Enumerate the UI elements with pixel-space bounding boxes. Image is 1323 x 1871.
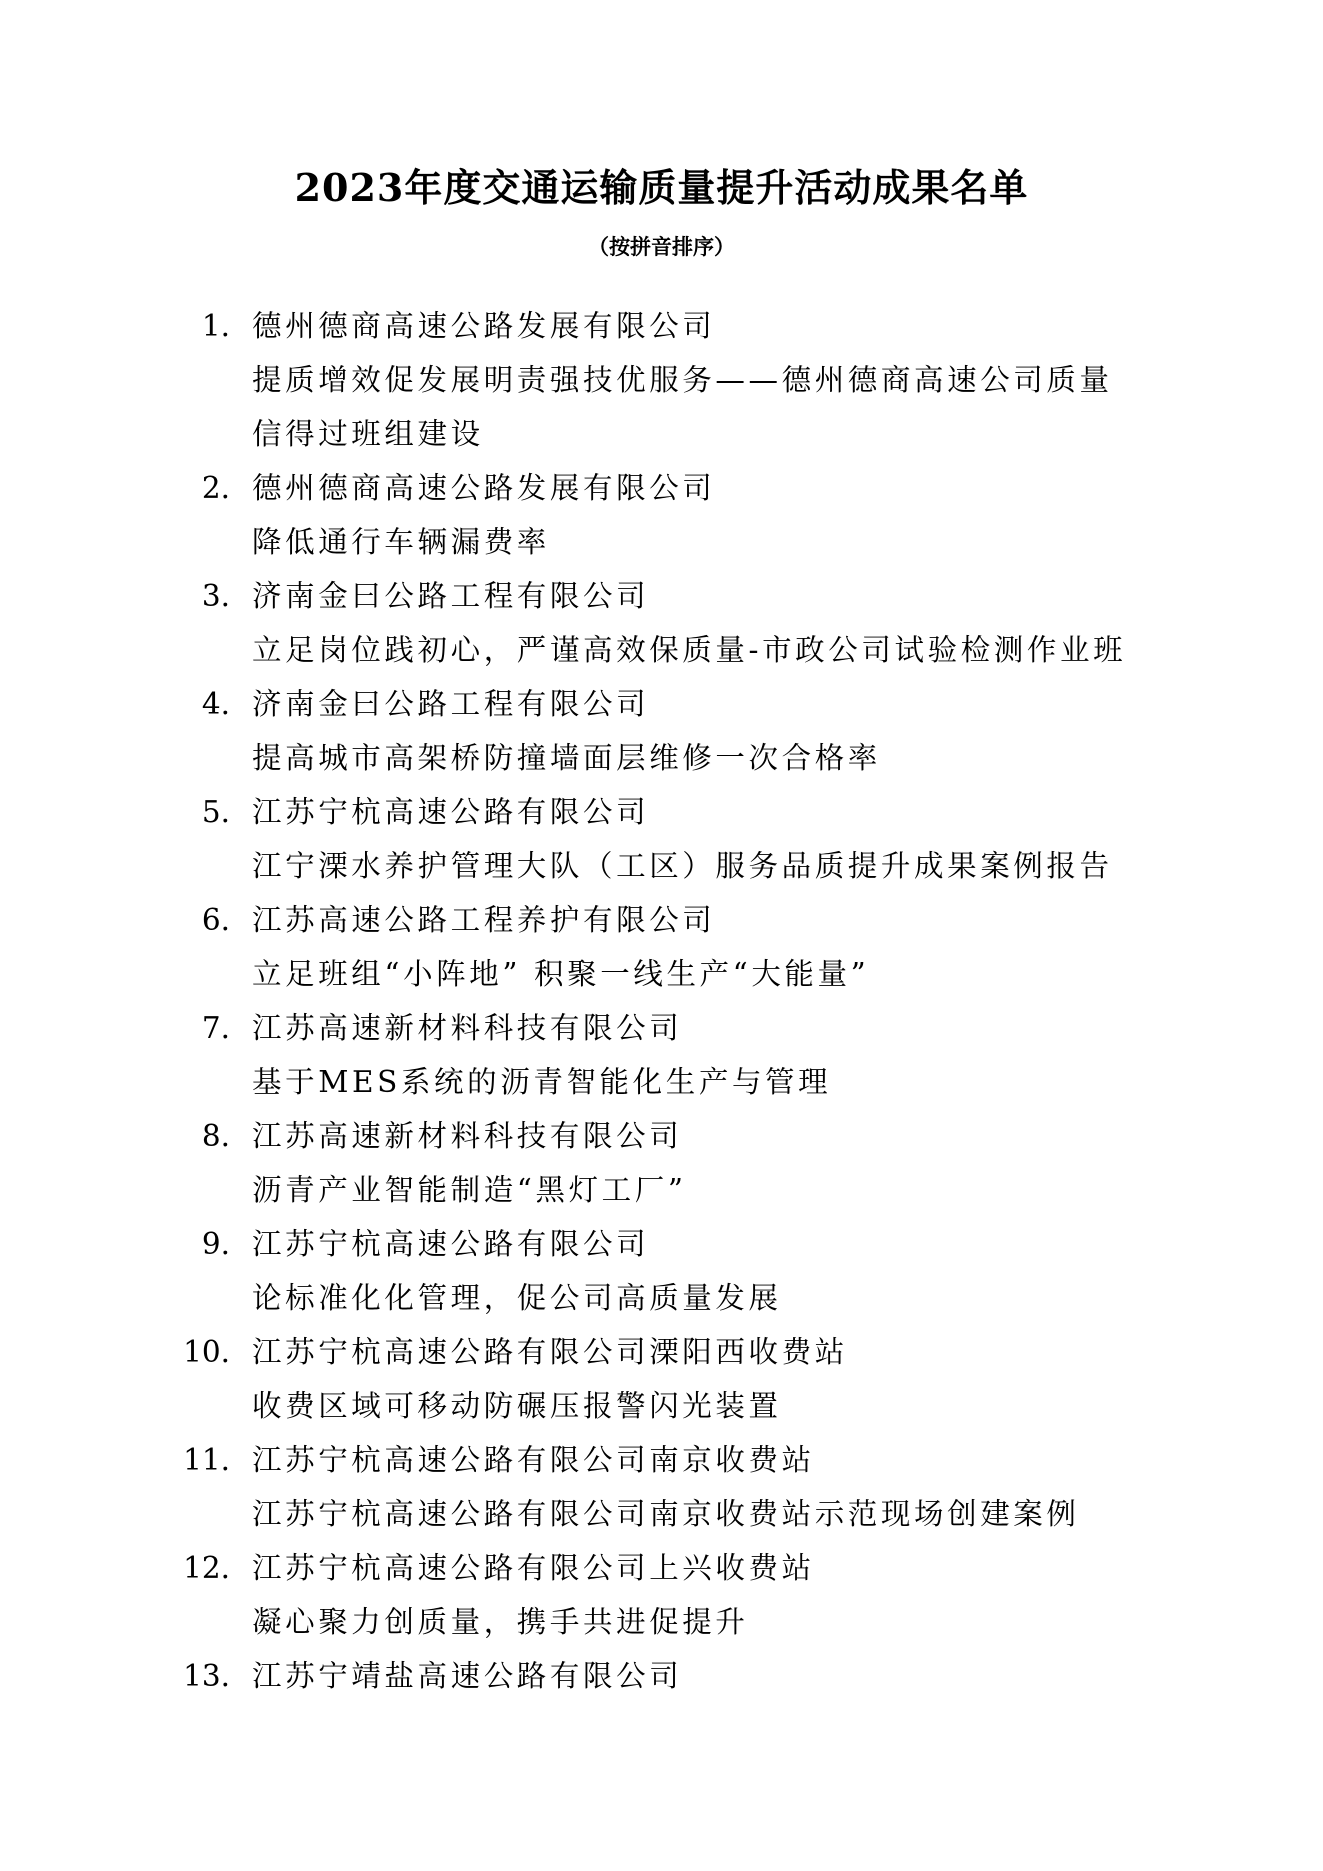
document-subtitle: （按拼音排序） bbox=[588, 234, 735, 259]
list-item-number: 1. bbox=[201, 309, 230, 343]
company-name: 江苏高速新材料科技有限公司 bbox=[252, 1011, 683, 1045]
list-item-number: 3. bbox=[201, 579, 230, 613]
list-item-heading bbox=[0, 1649, 1323, 1703]
list-item bbox=[0, 1541, 1323, 1649]
list-item-number: 5. bbox=[201, 795, 230, 829]
document-title: 2023年度交通运输质量提升活动成果名单 bbox=[294, 165, 1029, 210]
project-title-line bbox=[0, 623, 1323, 677]
list-item-heading bbox=[0, 461, 1323, 515]
project-title: 凝心聚力创质量，携手共进促提升 bbox=[252, 1605, 749, 1639]
project-title-line bbox=[0, 839, 1323, 893]
list-item-heading bbox=[0, 893, 1323, 947]
project-title: 基于MES系统的沥青智能化生产与管理 bbox=[252, 1065, 832, 1099]
project-title: 提质增效促发展明责强技优服务——德州德商高速公司质量 bbox=[252, 363, 1113, 397]
company-name: 江苏宁杭高速公路有限公司 bbox=[252, 1227, 650, 1261]
list-item-number: 12. bbox=[183, 1551, 230, 1585]
list-item bbox=[0, 1001, 1323, 1109]
list-item-heading bbox=[0, 1109, 1323, 1163]
list-item-number: 9. bbox=[201, 1227, 230, 1261]
list-item-heading bbox=[0, 299, 1323, 353]
list-item-heading bbox=[0, 1217, 1323, 1271]
company-name: 济南金曰公路工程有限公司 bbox=[252, 687, 650, 721]
list-item-number: 13. bbox=[183, 1659, 230, 1693]
results-list bbox=[0, 299, 1323, 1703]
list-item bbox=[0, 785, 1323, 893]
list-item bbox=[0, 893, 1323, 1001]
project-title-line bbox=[0, 1379, 1323, 1433]
project-title: 收费区域可移动防碾压报警闪光装置 bbox=[252, 1389, 782, 1423]
list-item bbox=[0, 1649, 1323, 1703]
company-name: 江苏宁杭高速公路有限公司南京收费站 bbox=[252, 1443, 815, 1477]
list-item-number: 8. bbox=[201, 1119, 230, 1153]
list-item bbox=[0, 299, 1323, 461]
project-title-line bbox=[0, 731, 1323, 785]
list-item bbox=[0, 1433, 1323, 1541]
project-title: 信得过班组建设 bbox=[252, 417, 484, 451]
project-title-line bbox=[0, 407, 1323, 461]
company-name: 德州德商高速公路发展有限公司 bbox=[252, 309, 716, 343]
project-title-line bbox=[0, 515, 1323, 569]
list-item-heading bbox=[0, 785, 1323, 839]
project-title-line bbox=[0, 353, 1323, 407]
list-item bbox=[0, 1325, 1323, 1433]
list-item-number: 11. bbox=[183, 1443, 230, 1477]
list-item-number: 4. bbox=[201, 687, 230, 721]
project-title-line bbox=[0, 1595, 1323, 1649]
list-item-heading bbox=[0, 1541, 1323, 1595]
company-name: 德州德商高速公路发展有限公司 bbox=[252, 471, 716, 505]
list-item-heading bbox=[0, 1433, 1323, 1487]
list-item bbox=[0, 1217, 1323, 1325]
project-title: 立足岗位践初心，严谨高效保质量-市政公司试验检测作业班 bbox=[252, 633, 1127, 667]
list-item-number: 2. bbox=[201, 471, 230, 505]
project-title-line bbox=[0, 947, 1323, 1001]
project-title-line bbox=[0, 1163, 1323, 1217]
project-title: 沥青产业智能制造“黑灯工厂” bbox=[252, 1173, 687, 1207]
list-item bbox=[0, 1109, 1323, 1217]
company-name: 江苏宁杭高速公路有限公司上兴收费站 bbox=[252, 1551, 815, 1585]
list-item-heading bbox=[0, 1325, 1323, 1379]
project-title: 降低通行车辆漏费率 bbox=[252, 525, 550, 559]
project-title: 提高城市高架桥防撞墙面层维修一次合格率 bbox=[252, 741, 881, 775]
company-name: 江苏宁靖盐高速公路有限公司 bbox=[252, 1659, 683, 1693]
project-title: 江宁溧水养护管理大队（工区）服务品质提升成果案例报告 bbox=[252, 849, 1113, 883]
list-item-number: 10. bbox=[183, 1335, 230, 1369]
list-item-heading bbox=[0, 569, 1323, 623]
list-item bbox=[0, 461, 1323, 569]
company-name: 江苏高速新材料科技有限公司 bbox=[252, 1119, 683, 1153]
project-title-line bbox=[0, 1487, 1323, 1541]
company-name: 江苏宁杭高速公路有限公司溧阳西收费站 bbox=[252, 1335, 848, 1369]
list-item-heading bbox=[0, 1001, 1323, 1055]
project-title-line bbox=[0, 1055, 1323, 1109]
list-item bbox=[0, 677, 1323, 785]
list-item bbox=[0, 569, 1323, 677]
list-item-heading bbox=[0, 677, 1323, 731]
project-title: 论标准化化管理，促公司高质量发展 bbox=[252, 1281, 782, 1315]
list-item-number: 7. bbox=[201, 1011, 230, 1045]
project-title: 江苏宁杭高速公路有限公司南京收费站示范现场创建案例 bbox=[252, 1497, 1080, 1531]
project-title: 立足班组“小阵地” 积聚一线生产“大能量” bbox=[252, 957, 870, 991]
company-name: 江苏高速公路工程养护有限公司 bbox=[252, 903, 716, 937]
company-name: 济南金曰公路工程有限公司 bbox=[252, 579, 650, 613]
project-title-line bbox=[0, 1271, 1323, 1325]
list-item-number: 6. bbox=[201, 903, 230, 937]
company-name: 江苏宁杭高速公路有限公司 bbox=[252, 795, 650, 829]
